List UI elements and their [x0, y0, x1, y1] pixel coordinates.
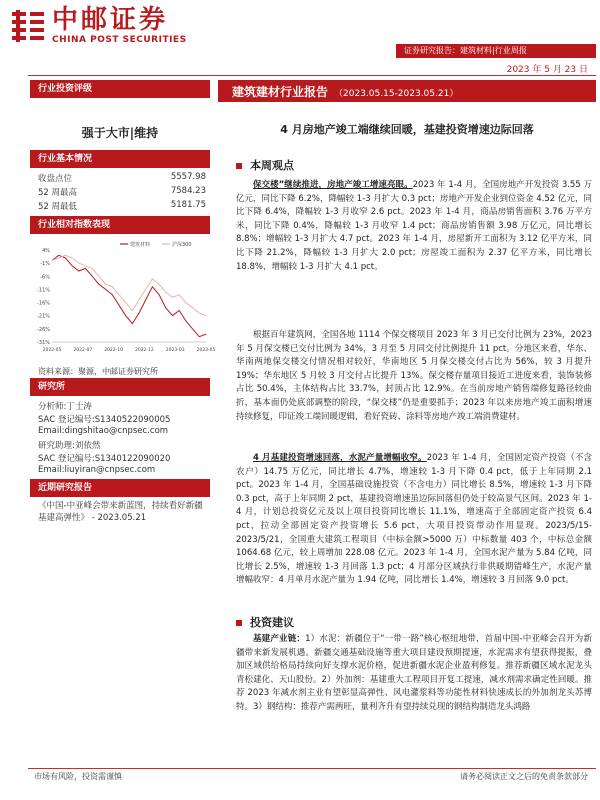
basic-label: 52 周最低: [38, 202, 78, 212]
basic-value: 5181.75: [170, 200, 206, 210]
section-bullet-icon: [236, 620, 242, 626]
paragraph-body: 2023 年 1-4 月，全国房地产开发投资 3.55 万亿元，同比下降 6.2%，降幅较 1-3 月扩大 0.3 pct；房地产开发企业到位资金 4.52 亿元，同比下降 6.4%，降幅较 1-3 月收窄 2.6 pct。2023 年 1-4 月，商品房销售面积 3.76 万平方米，同比下降 0.4%，降幅较 1-3 月收窄 1.4 pct；商品房销售额 3.98 万亿元，同比增长 8.8%；增幅较 1-3 月扩大 4.7 pct。2023 年 1-4 月，房屋新开工面积为 3.12 亿平方米，同比下降 21.2%，降幅较 1-3 月扩大 2.0 pct；房屋竣工面积为 2.37 亿平方米，同比增长 18.8%，增幅较 1-3 月扩大 4.1 pct。: [236, 180, 592, 272]
x-tick-label: 2022-12: [134, 348, 154, 353]
paragraph-delivery: 根据百年建筑网，全国各地 1114 个保交楼项目 2023 年 3 月已交付比例为 23%，2023 年 5 月保交楼已交付比例为 34%，3 月至 5 月同交付比例提升 11 pct。分地区来看，华东、华南两地保交楼交付情况相对较好，华南地区 5 月保交楼交付占比为 56%，较 3 月提升 19%；华东地区 5 月较 3 月交付占比提升 13%。保交楼存量项目接近工进度来看，装饰装修占比 50.4%，主体结构占比 33.7%，封顶占比 12.9%。在当前房地产销售端修复路径较曲折，基本面仍处底部调整的阶段，“保交楼”仍是重要抓手；2023 年以来房地产竣工面积增速持续修复，印证竣工端回暖逻辑，看好瓷砖、涂料等房地产竣工端消费建材。: [236, 330, 592, 422]
report-title-bar: [218, 80, 596, 102]
assistant-email[interactable]: Email:liuyiran@cnpsec.com: [38, 465, 156, 475]
x-tick-label: 2022-05: [42, 348, 62, 353]
analyst-email[interactable]: Email:dingshitao@cnpsec.com: [38, 426, 169, 436]
y-tick-label: 4%: [42, 248, 50, 254]
basic-row-high: [38, 186, 206, 198]
y-tick-label: -1%: [40, 261, 50, 268]
series-line-csi300: [52, 255, 206, 315]
legend-label: 建筑材料: [130, 242, 151, 248]
section-title: 投资建议: [250, 616, 294, 629]
relative-index-chart: [32, 238, 216, 358]
section-bullet-icon: [236, 163, 242, 169]
legend-label: 沪深300: [172, 242, 192, 248]
report-period: （2023.05.15-2023.05.21）: [334, 89, 459, 99]
chart-source-note: 资料来源：聚源，中邮证券研究所: [38, 367, 158, 376]
y-tick-label: -21%: [37, 313, 50, 320]
basic-label: 52 周最高: [38, 188, 78, 198]
paragraph-infrastructure: [236, 452, 592, 588]
x-tick-label: 2023-03: [165, 348, 185, 353]
x-tick-label: 2022-10: [104, 348, 124, 353]
paragraph-real-estate: [236, 179, 592, 274]
analyst-name: 分析师:丁士涛: [38, 402, 92, 412]
industry-rating: 强于大市|维持: [81, 126, 159, 140]
recent-reports-header: 近期研究报告: [30, 479, 210, 497]
recent-report-link[interactable]: 《中国-中亚峰会带来新蓝图，持续看好新疆基建高弹性》 - 2023.05.21: [38, 501, 203, 523]
logo-chinese-name: 中邮证券: [52, 5, 169, 35]
assistant-sac: SAC 登记编号:S1340122090020: [38, 454, 171, 464]
y-tick-label: -31%: [37, 340, 50, 346]
section-weekly-view: [236, 157, 294, 173]
header-divider: [28, 75, 596, 76]
paragraph-body: 1）水泥：新疆位于“一带一路”核心枢纽地带，首届中国-中亚峰会召开为新疆带来新发展机遇。新疆交通基础设施等重大项目建设预期提速，水泥需求有望获得提振，叠加区域供给格局持续向好支撑水泥价格，促进新疆水泥企业盈利修复。推荐新疆区域水泥龙头青松建化、天山股份。2）外加剂：基建重大工程项目开复工提速，减水剂需求确定性回暖。推荐 2023 年减水剂主业有望彰显高弹性、风电灌浆料等功能性材料快速成长的外加剂龙头苏博特。3）钢结构：推荐产需两旺，量利齐升有望持续兑现的钢结构制造龙头鸿路: [236, 634, 592, 712]
basic-value: 7584.23: [170, 186, 206, 196]
rating-header: 行业投资评级: [30, 80, 210, 98]
paragraph-advice: [236, 633, 592, 715]
analyst-header: 研究所: [30, 378, 210, 396]
basic-row-low: [38, 200, 206, 212]
footer-disclaimer: 请务必阅读正文之后的免责条款部分: [460, 772, 588, 781]
paragraph-lead: 4 月基建投资增速回落，水泥产量增幅收窄。: [253, 453, 427, 463]
x-tick-label: 2022-07: [73, 348, 93, 353]
chart-header: 行业相对指数表现: [30, 216, 210, 234]
analyst-sac: SAC 登记编号:S1340522090005: [38, 415, 171, 425]
report-headline: 4 月房地产竣工端继续回暖，基建投资增速边际回落: [280, 123, 534, 136]
x-tick-label: 2023-05: [196, 348, 216, 353]
report-date: 2023 年 5 月 23 日: [506, 65, 588, 75]
series-line-building-materials: [52, 255, 206, 336]
china-post-logo-icon: [10, 8, 46, 44]
paragraph-lead: 保交楼”继续推进，房地产竣工增速亮眼。: [253, 180, 413, 190]
report-type-bar: 证券研究报告：建筑材料|行业周报: [396, 44, 596, 58]
footer-risk-note: 市场有风险，投资需谨慎: [34, 772, 122, 781]
basic-label: 收盘点位: [38, 174, 73, 184]
basic-value: 5557.98: [170, 172, 206, 182]
y-tick-label: -16%: [37, 300, 50, 307]
paragraph-lead: 基建产业链：: [253, 634, 306, 644]
section-title: 本周观点: [250, 159, 294, 172]
paragraph-body: 2023 年 1-4 月，全国固定资产投资（不含农户）14.75 万亿元，同比增长 4.7%，增速较 1-3 月下降 0.4 pct，低于上年同期 2.1 pct。2023 年 1-4 月，全国基础设施投资（不含电力）同比增长 8.5%，增速较 1-3 月下降 0.3 pct，高于上年同期 2 pct，基建投资增速虽边际回落但仍处于较高景气区间。2023 年 1-4 月，计划总投资亿元及以上项目投资同比增长 11.1%，增速高于全部固定资产投资 6.4 pct，拉动全部固定资产投资增长 5.6 pct，大项目投资带动作用显现。2023/5/15-2023/5/21，全国重大建筑工程项目（中标金额>5000 万）中标数量 403 个，中标总金额 1064.68 亿元，较上周增加 228.08 亿元。2023 年 1-4 月，全国水泥产量为 5.84 亿吨，同比增长 2.5%，增速较 1-3 月回落 1.3 pct；4 月部分区域执行非供暖期错峰生产，水泥产量增幅收窄：4 月单月水泥产量为 1.94 亿吨，同比增长 1.4%，增速较 3 月回落 9.0 pct。: [236, 453, 592, 586]
company-logo: [10, 6, 200, 46]
basic-row-close: [38, 172, 206, 184]
y-tick-label: -11%: [37, 287, 50, 294]
basic-info-header: 行业基本情况: [30, 150, 210, 168]
y-tick-label: -26%: [37, 326, 50, 333]
footer-divider: [28, 768, 596, 769]
report-title: 建筑建材行业报告: [232, 85, 329, 99]
assistant-name: 研究助理:刘依然: [38, 441, 101, 451]
section-investment-advice: [236, 614, 294, 630]
y-tick-label: -6%: [40, 274, 50, 281]
logo-english-name: CHINA POST SECURITIES: [52, 35, 187, 45]
